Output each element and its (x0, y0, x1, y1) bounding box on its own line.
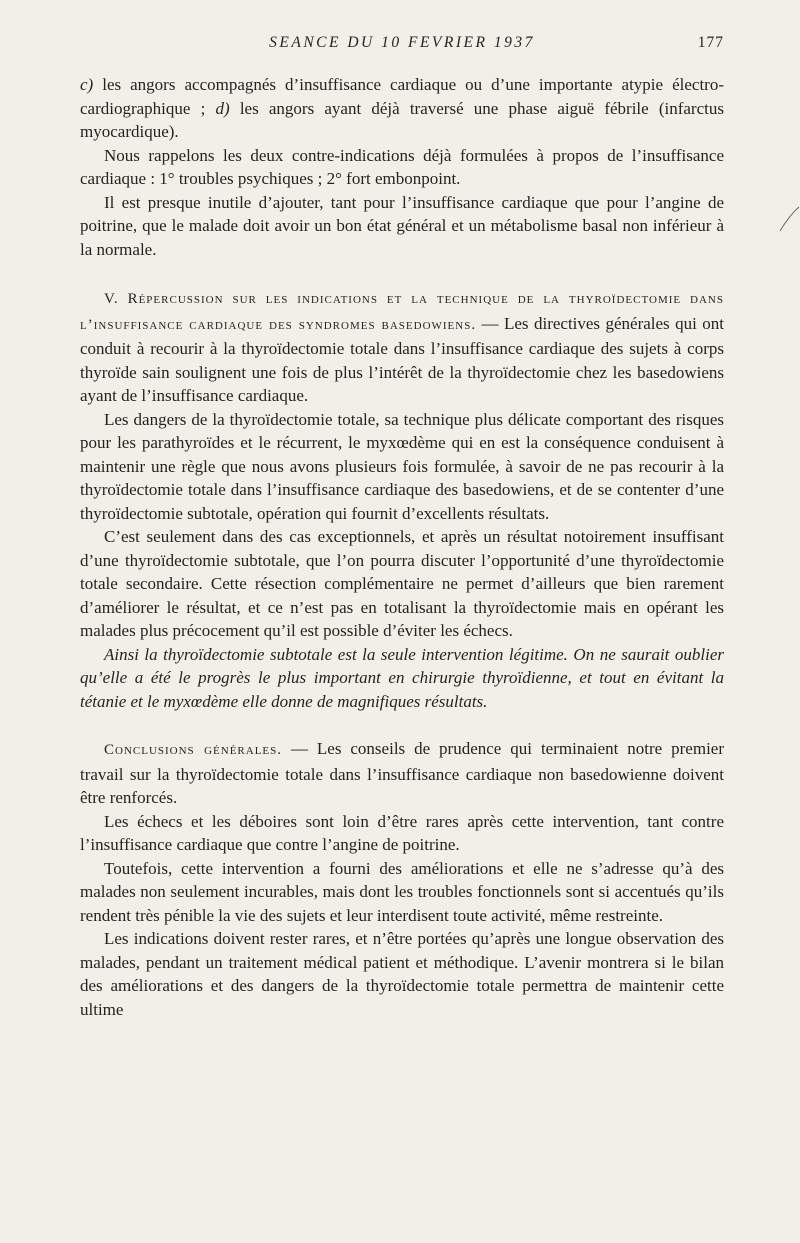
running-title: SEANCE DU 10 FEVRIER 1937 (269, 34, 535, 51)
paragraph-subtotal-legitimate: Ainsi la thyroïdectomie subtotale est la seule intervention légitime. On ne saurait oublier qu’elle a été le progrès le plus important en chirurgie thyroïdienne, et tout en évitant la tétanie et le myxœdème elle donne de magnifiques résultats. (80, 644, 724, 711)
margin-pencil-mark (778, 205, 800, 233)
section-v-text: Les directives générales qui ont conduit à recourir à la thyroïdectomie totale dans l’insuffisance cardiaque des sujets à corps thyroïde sain soulignent une fois de plus l’intérêt de la thyroïdectomie chez les basedowiens ayant de l’insuffisance cardiaque. (80, 313, 725, 405)
conclusions-paragraph (80, 737, 724, 810)
paragraph-dangers: Les dangers de la thyroïdectomie totale, sa technique plus délicate comportant des risques pour les parathyroïdes et le récurrent, le myxœdème qui en est la conséquence conduisent à maintenir une règle que nous avons plusieurs fois formulée, à savoir de ne pas recourir à la thyroïdectomie totale dans l’insuffisance cardiaque des basedowiens, et de se contenter d’une thyroïdectomie subtotale, opération qui fournit d’excellents résultats. (80, 409, 724, 523)
paragraph-exceptional-cases: C’est seulement dans des cas exceptionnels, et après un résultat notoirement insuffisant d’une thyroïdectomie subtotale, que l’on pourra discuter l’opportunité d’une thyroïdectomie totale secondaire. Cette résection complémentaire ne permet d’ailleurs que bien rarement d’améliorer le résultat, et ce n’est pas en totalisant la thyroïdectomie mais en opérant les malades plus précocement qu’il est possible d’éviter les échecs. (80, 527, 724, 640)
section-v-dash: — (476, 313, 504, 333)
conclusions-heading: Conclusions générales. (104, 742, 283, 758)
conclusions-text: Les conseils de prudence qui terminaient notre premier travail sur la thyroïdectomie totale dans l’insuffisance cardiaque non basedowienne doivent être renforcés. (80, 739, 725, 807)
paragraph-improvements: Toutefois, cette intervention a fourni des améliorations et elle ne s’adresse qu’à des malades non seulement incurables, mais dont les troubles fonctionnels sont si accentués qu’ils rendent très pénible la vie des sujets et leur interdisent toute activité, même restreinte. (80, 858, 724, 925)
list-text-d: les angors ayant déjà traversé une phase aiguë fébrile (infarctus myocardique). (80, 98, 724, 141)
section-v-paragraph (80, 286, 724, 408)
list-label-d: d) (215, 98, 230, 118)
paragraph-indications: Les indications doivent rester rares, et n’être portées qu’après une longue observation des malades, pendant un traitement médical patient et méthodique. L’avenir montrera si le bilan des améliorations et des dangers de la thyroïdectomie totale permettra de maintenir cette ultime (80, 929, 724, 1019)
list-label-c: c) (80, 75, 94, 94)
paragraph-failures: Les échecs et les déboires sont loin d’être rares après cette intervention, tant contre l’insuffisance cardiaque que contre l’angine de poitrine. (80, 811, 724, 854)
paragraph-two-contraindications: Nous rappelons les deux contre-indications déjà formulées à propos de l’insuffisance cardiaque : 1° troubles psychiques ; 2° fort embonpoint. (80, 145, 724, 188)
paragraph-general-condition: Il est presque inutile d’ajouter, tant pour l’insuffisance cardiaque que pour l’angine de poitrine, que le malade doit avoir un bon état général et un métabolisme basal non inférieur à la normale. (80, 192, 724, 259)
conclusions-dash: — (282, 739, 317, 758)
page-body (80, 73, 724, 1021)
section-v-heading: V. Répercussion sur les indications et la technique de la thyroïdectomie dans l’insuffisance cardiaque des syndromes basedowiens. (80, 291, 724, 333)
list-text-c: les angors accompagnés d’insuffisance cardiaque ou d’une importante atypie électro-cardiographique ; (80, 75, 724, 118)
page-header (80, 34, 724, 58)
page-number: 177 (697, 34, 724, 51)
paragraph-contraindications-cont (80, 73, 724, 144)
